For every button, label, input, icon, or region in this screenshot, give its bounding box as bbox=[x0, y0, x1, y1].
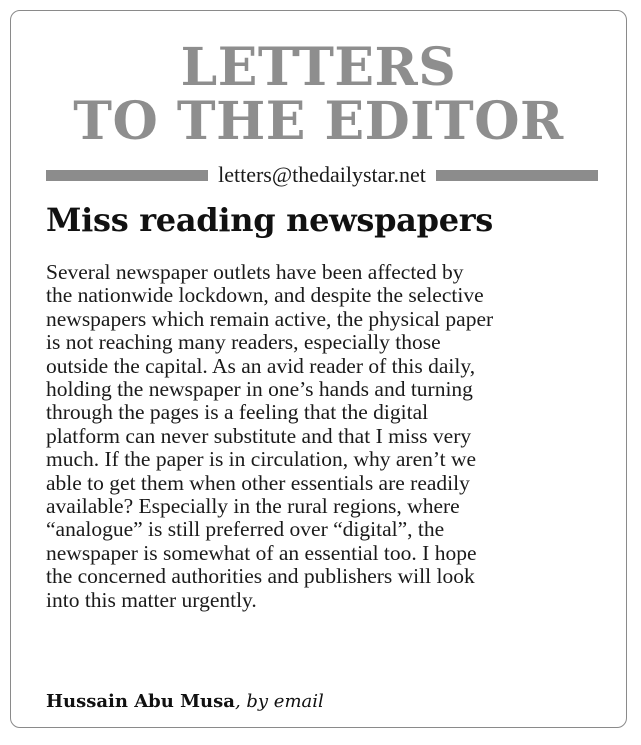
body-line: through the pages is a feeling that the digital bbox=[46, 400, 429, 425]
body-line: platform can never substitute and that I miss very bbox=[46, 423, 472, 448]
letter-body bbox=[46, 261, 621, 612]
body-line: Several newspaper outlets have been affected by bbox=[46, 260, 464, 284]
section-masthead bbox=[11, 37, 626, 152]
letters-card bbox=[10, 10, 627, 728]
masthead-line-2: TO THE EDITOR bbox=[73, 91, 564, 152]
body-line: newspapers which remain active, the physical paper bbox=[46, 306, 494, 331]
author-via: , by email bbox=[234, 691, 324, 712]
body-line: the nationwide lockdown, and despite the selective bbox=[46, 283, 484, 308]
body-line: newspaper is somewhat of an essential too. I hope bbox=[46, 540, 477, 565]
masthead-line-1: LETTERS bbox=[180, 37, 457, 98]
left-rule-divider bbox=[46, 170, 208, 181]
body-line: available? Especially in the rural regions, where bbox=[46, 494, 460, 519]
letter-headline: Miss reading newspapers bbox=[46, 201, 494, 239]
letter-signature bbox=[46, 691, 324, 712]
body-line: holding the newspaper in one’s hands and turning bbox=[46, 377, 473, 402]
body-line: into this matter urgently. bbox=[46, 587, 257, 612]
body-line: able to get them when other essentials are readily bbox=[46, 470, 470, 495]
email-bar bbox=[46, 163, 598, 187]
author-name: Hussain Abu Musa bbox=[46, 691, 235, 712]
body-line: much. If the paper is in circulation, why aren’t we bbox=[46, 447, 477, 472]
body-line: the concerned authorities and publishers will look bbox=[46, 564, 475, 589]
body-line: outside the capital. As an avid reader of this daily, bbox=[46, 353, 476, 378]
body-line: is not reaching many readers, especially those bbox=[46, 330, 441, 355]
right-rule-divider bbox=[436, 170, 598, 181]
body-line: “analogue” is still preferred over “digital”, the bbox=[46, 517, 445, 542]
contact-email: letters@thedailystar.net bbox=[218, 162, 426, 187]
